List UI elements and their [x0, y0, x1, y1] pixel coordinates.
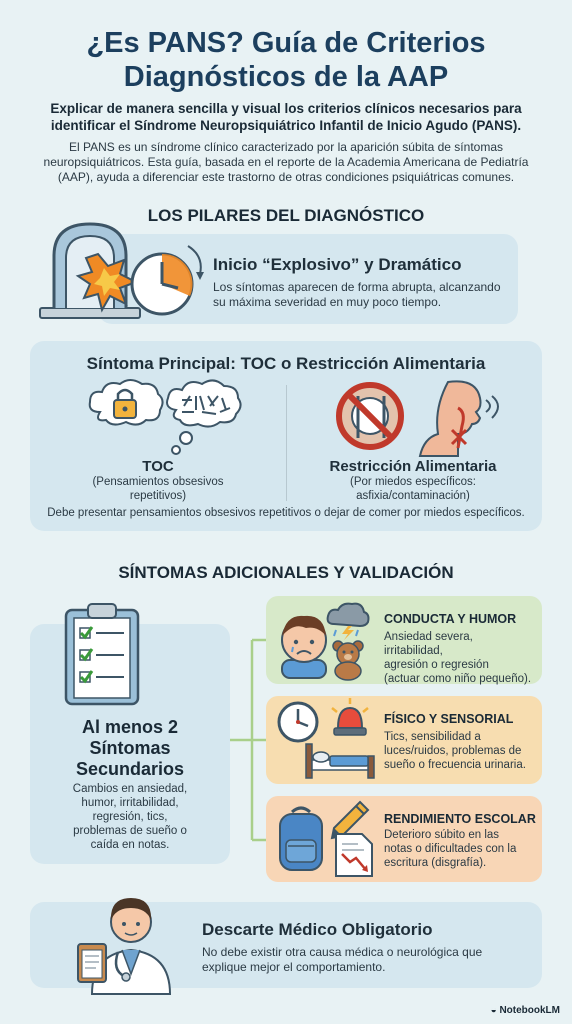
food-text: (Por miedos específicos: asfixia/contaminación): [350, 476, 476, 502]
bed-icon: [304, 740, 376, 780]
tangled-thought-icon: [164, 378, 244, 456]
physical-sensory-text: Tics, sensibilidad a luces/ruidos, problemas de sueño o frecuencia urinaria.: [384, 731, 526, 771]
main-symptom-footnote: Debe presentar pensamientos obsesivos repetitivos o dejar de comer por miedos específicos.: [47, 507, 525, 519]
food-title: Restricción Alimentaria: [329, 458, 497, 475]
school-performance-title: RENDIMIENTO ESCOLAR: [384, 812, 536, 826]
notebook-logo-icon: ◒: [490, 1005, 497, 1016]
secondary-summary-text: Cambios en ansiedad, humor, irritabilidad, regresión, tics, problemas de sueño o caída en notas.: [72, 783, 188, 851]
exclusion-text: No debe existir otra causa médica o neurológica que explique mejor el comportamiento.: [202, 945, 483, 974]
physical-sensory-title: FÍSICO Y SENSORIAL: [384, 712, 514, 726]
onset-text: Los síntomas aparecen de forma abrupta, alcanzando su máxima severidad en muy poco tiempo.: [213, 280, 501, 309]
exclusion-title: Descarte Médico Obligatorio: [202, 920, 433, 939]
clipboard-checklist-icon: [64, 602, 140, 706]
main-symptom-title: Síntoma Principal: TOC o Restricción Alimentaria: [86, 354, 486, 373]
behavior-mood-title: CONDUCTA Y HUMOR: [384, 612, 517, 626]
connector-lines: [230, 620, 270, 850]
additional-heading: SÍNTOMAS ADICIONALES Y VALIDACIÓN: [118, 563, 454, 582]
throat-icon: [418, 378, 518, 458]
brand-label: ◒ NotebookLM: [490, 1005, 560, 1016]
backpack-icon: [276, 806, 326, 872]
behavior-mood-text: Ansiedad severa, irritabilidad, agresión o regresión (actuar como niño pequeño).: [384, 631, 532, 685]
no-food-icon: [334, 380, 406, 452]
teddy-bear-icon: [330, 640, 366, 680]
doctor-icon: [76, 884, 186, 994]
intro-text: El PANS es un síndrome clínico caracterizado por la aparición súbita de síntomas neuropsiquiátricos. Esta guía, basada en el reporte de la Academia Americana de Pediatría (AAP), ayuda a diferenciar este trastorno de otras condiciones psiquiátricas comunes.: [43, 140, 529, 184]
clock-icon: [276, 700, 320, 744]
toc-text: (Pensamientos obsesivos repetitivos): [92, 476, 224, 502]
lock-thought-icon: [86, 378, 166, 438]
storm-cloud-icon: [326, 600, 370, 640]
toc-title: TOC: [142, 458, 174, 475]
page-title: ¿Es PANS? Guía de Criterios Diagnósticos de la AAP: [86, 27, 486, 93]
alarm-light-icon: [330, 698, 370, 738]
page-subtitle: Explicar de manera sencilla y visual los criterios clínicos necesarios para identificar el Síndrome Neuropsiquiátrico Infantil de Inicio Agudo (PANS).: [50, 101, 522, 133]
onset-title: Inicio “Explosivo” y Dramático: [213, 255, 462, 274]
school-performance-text: Deterioro súbito en las notas o dificultades con la escritura (disgrafía).: [384, 829, 517, 869]
falling-grade-icon: [334, 832, 374, 878]
door-clock-explosion-icon: [40, 216, 210, 326]
divider: [286, 385, 287, 501]
secondary-summary-title: Al menos 2 Síntomas Secundarios: [75, 717, 185, 779]
pillars-heading: LOS PILARES DEL DIAGNÓSTICO: [147, 206, 425, 225]
